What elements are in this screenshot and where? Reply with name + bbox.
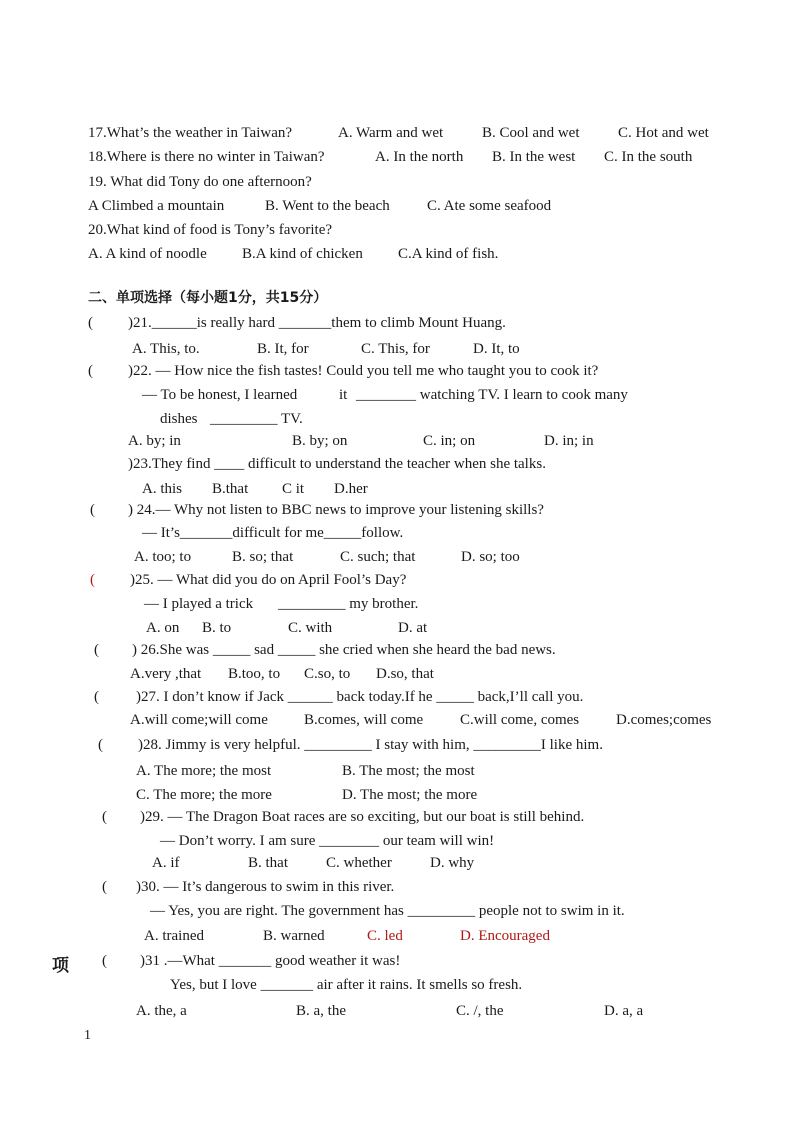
q25-option-a: A. on <box>146 620 180 636</box>
q26-stem: ) 26.She was _____ sad _____ she cried when she heard the bad news. <box>132 642 556 658</box>
q18-stem: 18.Where is there no winter in Taiwan? <box>88 149 325 165</box>
q20-stem: 20.What kind of food is Tony’s favorite? <box>88 222 333 238</box>
q25-line2a: — I played a trick <box>144 596 254 612</box>
q25-option-b: B. to <box>202 620 232 636</box>
q30-stem: )30. — It’s dangerous to swim in this river. <box>136 879 395 895</box>
q28-option-d: D. The most; the more <box>342 787 478 803</box>
q22-option-b: B. by; on <box>292 433 348 449</box>
q31-option-d: D. a, a <box>604 1003 644 1019</box>
q28-option-c: C. The more; the more <box>136 787 272 803</box>
q27-option-a: A.will come;will come <box>130 712 268 728</box>
q21-option-a: A. This, to. <box>132 341 200 357</box>
q18-option-b: B. In the west <box>492 149 576 165</box>
q29-option-b: B. that <box>248 855 288 871</box>
q25-option-d: D. at <box>398 620 428 636</box>
q19-option-a: A Climbed a mountain <box>88 198 225 214</box>
q30-line2: — Yes, you are right. The government has _________ people not to swim in it. <box>150 903 625 919</box>
q30-option-c: C. led <box>367 928 403 944</box>
q21-stem: )21.______is really hard _______them to climb Mount Huang. <box>128 315 506 331</box>
q22-line3a: dishes <box>160 411 198 427</box>
q29-stem: )29. — The Dragon Boat races are so exciting, but our boat is still behind. <box>140 809 585 825</box>
q29-option-c: C. whether <box>326 855 392 871</box>
q29-option-a: A. if <box>152 855 180 871</box>
q23-option-a: A. this <box>142 481 183 497</box>
q31-line2: Yes, but I love _______ air after it rains. It smells so fresh. <box>170 977 523 993</box>
answer-paren: ( <box>94 689 99 705</box>
q17-option-c: C. Hot and wet <box>618 125 709 141</box>
answer-paren: ( <box>90 502 95 518</box>
q20-option-a: A. A kind of noodle <box>88 246 207 262</box>
q22-line2a: — To be honest, I learned <box>142 387 298 403</box>
q22-option-d: D. in; in <box>544 433 594 449</box>
q26-option-d: D.so, that <box>376 666 434 682</box>
q19-stem: 19. What did Tony do one afternoon? <box>88 174 312 190</box>
q31-option-a: A. the, a <box>136 1003 187 1019</box>
q21-option-c: C. This, for <box>361 341 430 357</box>
q24-option-a: A. too; to <box>134 549 192 565</box>
answer-paren: ( <box>102 809 107 825</box>
q19-option-c: C. Ate some seafood <box>427 198 552 214</box>
q22-option-c: C. in; on <box>423 433 476 449</box>
q27-option-b: B.comes, will come <box>304 712 424 728</box>
q22-line3b: _________ TV. <box>210 411 303 427</box>
q23-option-c: C it <box>282 481 305 497</box>
q31-option-b: B. a, the <box>296 1003 346 1019</box>
q22-stem: )22. — How nice the fish tastes! Could you tell me who taught you to cook it? <box>128 363 599 379</box>
q29-line2: — Don’t worry. I am sure ________ our team will win! <box>160 833 495 849</box>
q23-stem: )23.They find ____ difficult to understand the teacher when she talks. <box>128 456 546 472</box>
q28-option-b: B. The most; the most <box>342 763 475 779</box>
answer-paren: ( <box>94 642 99 658</box>
q30-option-b: B. warned <box>263 928 325 944</box>
q20-option-c: C.A kind of fish. <box>398 246 499 262</box>
q22-option-a: A. by; in <box>128 433 181 449</box>
q17-option-b: B. Cool and wet <box>482 125 580 141</box>
q30-option-d: D. Encouraged <box>460 928 550 944</box>
section-2-title: 二、单项选择（每小题1分，共15分） <box>88 290 328 306</box>
q31-option-c: C. /, the <box>456 1003 504 1019</box>
q27-option-c: C.will come, comes <box>460 712 580 728</box>
answer-paren: ( <box>88 363 93 379</box>
q17-option-a: A. Warm and wet <box>338 125 444 141</box>
q26-option-c: C.so, to <box>304 666 351 682</box>
q28-stem: )28. Jimmy is very helpful. _________ I stay with him, _________I like him. <box>138 737 603 753</box>
page-mark: 1 <box>84 1028 91 1043</box>
q27-stem: )27. I don’t know if Jack ______ back today.If he _____ back,I’ll call you. <box>136 689 584 705</box>
q29-option-d: D. why <box>430 855 475 871</box>
q27-option-d: D.comes;comes <box>616 712 712 728</box>
q25-line2b: _________ my brother. <box>278 596 419 612</box>
answer-paren: ( <box>102 879 107 895</box>
q24-line2: — It’s_______difficult for me_____follow. <box>142 525 404 541</box>
answer-paren: ( <box>98 737 103 753</box>
q18-option-a: A. In the north <box>375 149 464 165</box>
q26-option-a: A.very ,that <box>130 666 202 682</box>
q31-stem: )31 .—What _______ good weather it was! <box>140 953 401 969</box>
answer-paren: ( <box>90 572 95 588</box>
q30-option-a: A. trained <box>144 928 204 944</box>
margin-character: 项 <box>52 956 69 976</box>
q24-option-d: D. so; too <box>461 549 520 565</box>
q24-option-b: B. so; that <box>232 549 294 565</box>
q28-option-a: A. The more; the most <box>136 763 272 779</box>
q21-option-b: B. It, for <box>257 341 309 357</box>
q25-stem: )25. — What did you do on April Fool’s Day? <box>130 572 407 588</box>
q23-option-b: B.that <box>212 481 249 497</box>
q21-option-d: D. It, to <box>473 341 520 357</box>
q20-option-b: B.A kind of chicken <box>242 246 363 262</box>
q26-option-b: B.too, to <box>228 666 281 682</box>
q17-stem: 17.What’s the weather in Taiwan? <box>88 125 293 141</box>
q24-stem: ) 24.— Why not listen to BBC news to improve your listening skills? <box>128 502 544 518</box>
q25-option-c: C. with <box>288 620 333 636</box>
q22-line2c: ________ watching TV. I learn to cook many <box>356 387 628 403</box>
q22-line2b: it <box>339 387 348 403</box>
q24-option-c: C. such; that <box>340 549 416 565</box>
q19-option-b: B. Went to the beach <box>265 198 390 214</box>
answer-paren: ( <box>102 953 107 969</box>
answer-paren: ( <box>88 315 93 331</box>
q23-option-d: D.her <box>334 481 368 497</box>
q18-option-c: C. In the south <box>604 149 693 165</box>
